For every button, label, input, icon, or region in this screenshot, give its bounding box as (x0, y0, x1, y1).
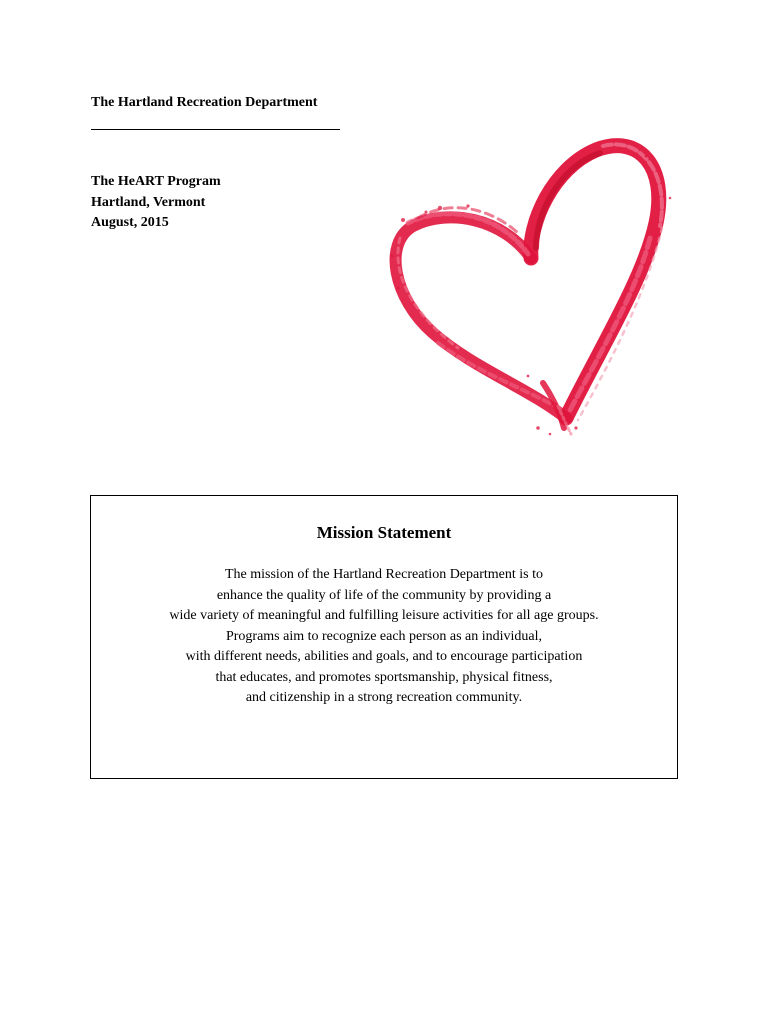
mission-statement-box (90, 495, 678, 779)
mission-line: that educates, and promotes sportsmanship, physical fitness, (215, 669, 553, 685)
program-info (91, 172, 221, 234)
mission-line: and citizenship in a strong recreation community. (245, 690, 523, 705)
mission-line: The mission of the Hartland Recreation Department is to (224, 567, 544, 582)
program-location: Hartland, Vermont (91, 194, 206, 210)
title-underline (91, 129, 340, 130)
mission-line: with different needs, abilities and goals, and to encourage participation (185, 649, 583, 664)
heart-icon (378, 128, 678, 438)
program-name: The HeART Program (91, 174, 221, 189)
department-title: The Hartland Recreation Department (91, 95, 318, 110)
mission-line: wide variety of meaningful and fulfilling leisure activities for all age groups. (169, 608, 599, 623)
mission-title: Mission Statement (316, 523, 452, 542)
mission-line: enhance the quality of life of the community by providing a (216, 587, 552, 603)
mission-text (91, 565, 677, 709)
mission-line: Programs aim to recognize each person as an individual, (225, 628, 543, 644)
program-date: August, 2015 (91, 215, 169, 230)
